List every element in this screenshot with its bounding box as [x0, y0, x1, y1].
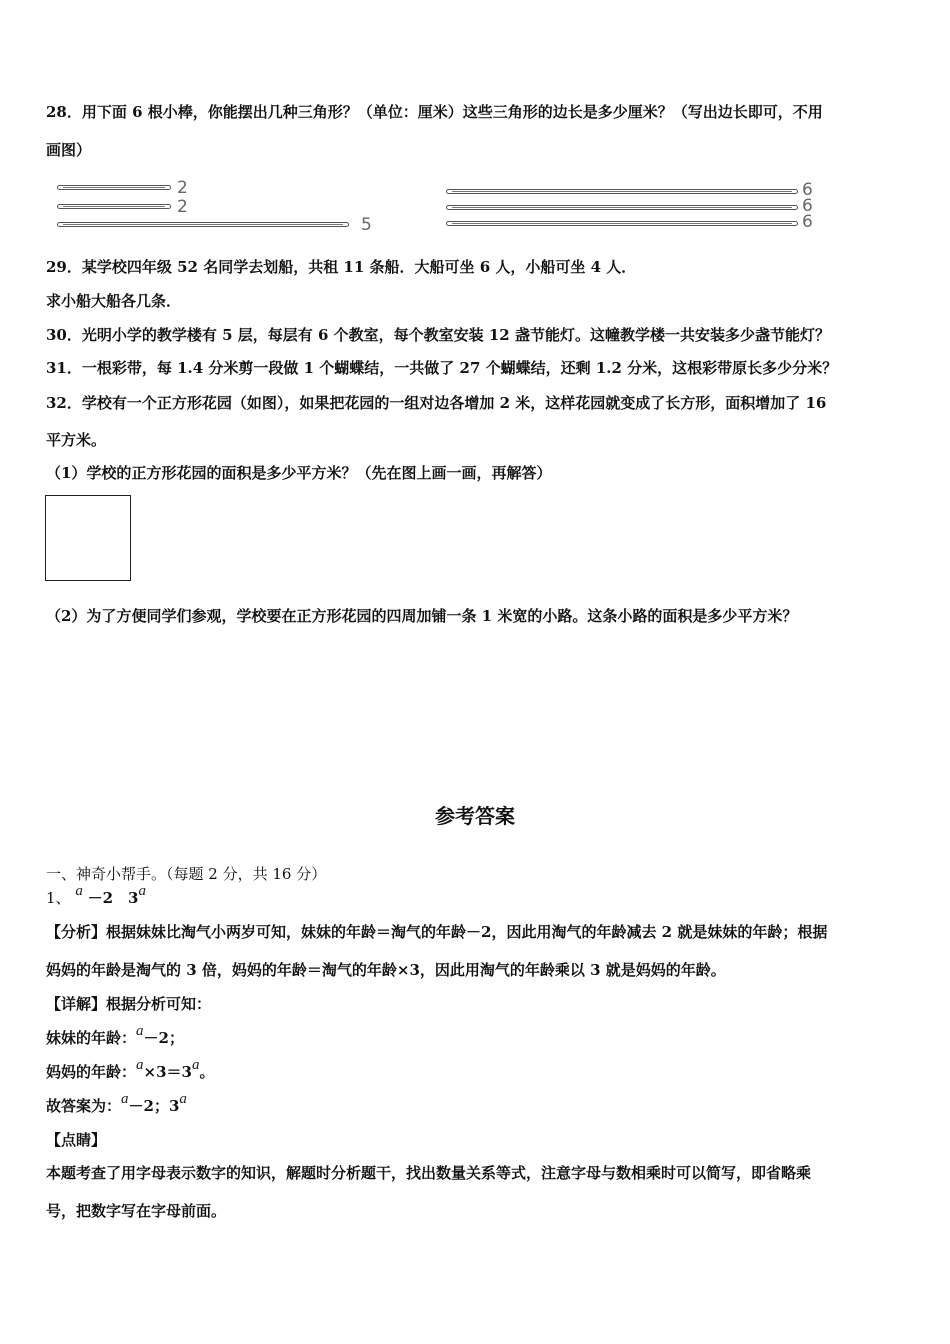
answer-1-line: [46, 883, 146, 909]
variable-a: a: [136, 1057, 144, 1073]
rod-label: 6: [802, 180, 813, 200]
variable-a: a: [136, 1023, 144, 1039]
rod-6cm-a: [446, 189, 798, 194]
q32-sub2: （2）为了方便同学们参观，学校要在正方形花园的四周加铺一条 1 米宽的小路。这条小路的面积是多少平方米？: [46, 607, 798, 625]
square-garden-figure: [45, 495, 131, 581]
variable-a: a: [138, 883, 146, 899]
final-answer-line: [46, 1091, 187, 1117]
rod-label: 2: [177, 178, 188, 198]
q29-line2: 求小船大船各几条．: [46, 292, 182, 310]
answer-expr: －2；3: [128, 1097, 180, 1115]
section1-heading: 一、神奇小帮手。（每题 2 分，共 16 分）: [46, 865, 327, 883]
rod-label: 2: [177, 197, 188, 217]
rod-label: 6: [802, 212, 813, 232]
variable-a: a: [179, 1091, 187, 1107]
q30-text: 30．光明小学的教学楼有 5 层，每层有 6 个教室，每个教室安装 12 盏节能灯。这幢教学楼一共安装多少盏节能灯？: [46, 326, 830, 344]
q28-line1: 28．用下面 6 根小棒，你能摆出几种三角形？（单位：厘米）这些三角形的边长是多少厘米？（写出边长即可，不用: [46, 103, 823, 121]
sister-label: 妹妹的年龄：: [46, 1029, 137, 1047]
variable-a: a: [121, 1091, 129, 1107]
variable-a: a: [75, 883, 83, 899]
answers-title: 参考答案: [435, 804, 515, 828]
comment-line1: 本题考查了用字母表示数字的知识，解题时分析题干，找出数量关系等式，注意字母与数相乘时可以简写，即省略乘: [46, 1164, 812, 1182]
q31-text: 31．一根彩带，每 1.4 分米剪一段做 1 个蝴蝶结，一共做了 27 个蝴蝶结，还剩 1.2 分米，这根彩带原长多少分米？: [46, 359, 838, 377]
analysis-line1: 【分析】根据妹妹比淘气小两岁可知，妹妹的年龄＝淘气的年龄－2，因此用淘气的年龄减去 2 就是妹妹的年龄；根据: [46, 923, 828, 941]
q32-line2: 平方米。: [46, 431, 107, 449]
rod-6cm-b: [446, 205, 798, 210]
detail-label: 【详解】根据分析可知：: [46, 995, 212, 1013]
answer-label: 故答案为：: [46, 1097, 122, 1115]
variable-a: a: [191, 1057, 200, 1073]
mother-end: 。: [199, 1063, 215, 1081]
sister-age-line: [46, 1023, 184, 1049]
q28-line2: 画图）: [46, 141, 92, 159]
rod-2cm-b: [57, 204, 171, 209]
comment-label: 【点睛】: [46, 1131, 107, 1149]
mother-expr: ×3＝3: [143, 1063, 192, 1081]
rod-5cm: [57, 222, 349, 227]
comment-line2: 号，把数字写在字母前面。: [46, 1202, 227, 1220]
answer-1-expr: －2 3: [87, 889, 139, 907]
q32-sub1: （1）学校的正方形花园的面积是多少平方米？（先在图上画一画，再解答）: [46, 464, 552, 482]
rod-2cm-a: [57, 185, 171, 190]
q29-line1: 29．某学校四年级 52 名同学去划船，共租 11 条船．大船可坐 6 人，小船可坐 4 人．: [46, 258, 637, 276]
mother-label: 妈妈的年龄：: [46, 1063, 137, 1081]
rod-label: 5: [361, 215, 372, 235]
answer-number: 1、: [46, 889, 71, 907]
rod-6cm-c: [446, 221, 798, 226]
mother-age-line: [46, 1057, 215, 1083]
analysis-line2: 妈妈的年龄是淘气的 3 倍，妈妈的年龄＝淘气的年龄×3，因此用淘气的年龄乘以 3 就是妈妈的年龄。: [46, 961, 726, 979]
sister-expr: －2；: [143, 1029, 184, 1047]
q32-line1: 32．学校有一个正方形花园（如图），如果把花园的一组对边各增加 2 米，这样花园就变成了长方形，面积增加了 16: [46, 394, 827, 412]
rod-label: 6: [802, 196, 813, 216]
